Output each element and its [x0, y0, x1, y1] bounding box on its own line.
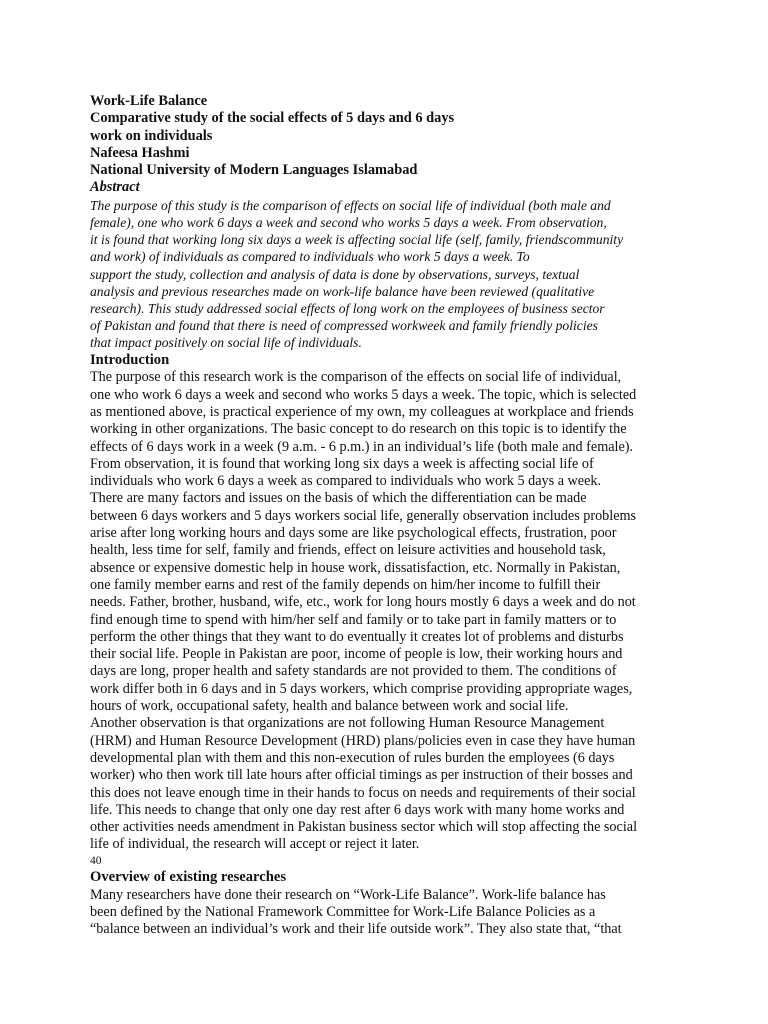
abstract-line: The purpose of this study is the comparison of effects on social life of individual (both male and: [90, 197, 611, 213]
introduction-line: effects of 6 days work in a week (9 a.m. - 6 p.m.) in an individual’s life (both male and female).: [90, 438, 634, 455]
introduction-line: this does not leave enough time in their hands to focus on needs and requirements of their social: [90, 784, 636, 801]
overview-line: Many researchers have done their research on “Work-Life Balance”. Work-life balance has: [90, 886, 606, 903]
introduction-line: days are long, proper health and safety standards are not provided to them. The conditions of: [90, 663, 617, 680]
introduction-line: other activities needs amendment in Pakistan business sector which will stop affecting the social: [90, 819, 638, 836]
introduction-line: one family member earns and rest of the family depends on him/her income to fulfill their: [90, 576, 601, 593]
abstract-line: that impact positively on social life of individuals.: [90, 335, 362, 351]
introduction-line: one who work 6 days a week and second who works 5 days a week. The topic, which is selected: [90, 386, 637, 403]
introduction-line: Another observation is that organizations are not following Human Resource Management: [90, 715, 605, 732]
page-number: 40: [90, 854, 102, 867]
abstract-line: analysis and previous researches made on work-life balance have been reviewed (qualitative: [90, 283, 595, 299]
introduction-line: needs. Father, brother, husband, wife, etc., work for long hours mostly 6 days a week and do not: [90, 594, 636, 611]
introduction-line: hours of work, occupational safety, health and balance between work and social life.: [90, 698, 569, 715]
introduction-body: [90, 369, 650, 853]
introduction-line: There are many factors and issues on the basis of which the differentiation can be made: [90, 490, 587, 507]
introduction-heading: Introduction: [90, 351, 170, 368]
introduction-line: find enough time to spend with him/her self and family or to take part in family matters or to: [90, 611, 617, 628]
introduction-line: perform the other things that they want to do eventually it creates lot of problems and disturbs: [90, 628, 624, 645]
introduction-line: arise after long working hours and days some are like psychological effects, frustration, poor: [90, 525, 617, 542]
overview-heading: Overview of existing researches: [90, 868, 287, 885]
introduction-line: work differ both in 6 days and in 5 days workers, which comprise providing appropriate wages,: [90, 680, 633, 697]
overview-line: “balance between an individual’s work and their life outside work”. They also state that, “that: [90, 921, 622, 938]
author-affiliation: National University of Modern Languages Islamabad: [90, 162, 418, 179]
introduction-line: as mentioned above, is practical experience of my own, my colleagues at workplace and friends: [90, 404, 634, 420]
overview-body: [90, 887, 650, 939]
introduction-line: individuals who work 6 days a week as compared to individuals who work 5 days a week.: [90, 473, 602, 490]
introduction-line: developmental plan with them and this non-execution of rules burden the employees (6 days: [90, 749, 615, 766]
introduction-line: worker) who then work till late hours after official timings as per instruction of their bosses and: [90, 767, 633, 784]
abstract-line: of Pakistan and found that there is need of compressed workweek and family friendly policies: [90, 318, 598, 334]
paper-title: Work-Life Balance: [90, 93, 208, 109]
abstract-body: [90, 197, 650, 352]
abstract-line: support the study, collection and analysis of data is done by observations, surveys, textual: [90, 266, 580, 282]
introduction-line: working in other organizations. The basic concept to do research on this topic is to identify the: [90, 421, 627, 438]
overview-line: been defined by the National Framework Committee for Work-Life Balance Policies as a: [90, 903, 596, 920]
paper-subtitle-line-2: work on individuals: [90, 127, 213, 144]
abstract-line: it is found that working long six days a week is affecting social life (self, family, friendscommunity: [90, 232, 624, 248]
introduction-line: From observation, it is found that working long six days a week is affecting social life of: [90, 455, 594, 472]
introduction-line: between 6 days workers and 5 days workers social life, generally observation includes problems: [90, 507, 637, 524]
author-name: Nafeesa Hashmi: [90, 144, 190, 161]
introduction-line: life of individual, the research will accept or reject it later.: [90, 836, 420, 853]
introduction-line: (HRM) and Human Resource Development (HRD) plans/policies even in case they have human: [90, 732, 636, 749]
introduction-line: life. This needs to change that only one day rest after 6 days work with many home works and: [90, 801, 625, 818]
introduction-line: The purpose of this research work is the comparison of the effects on social life of individual,: [90, 369, 622, 386]
introduction-line: health, less time for self, family and friends, effect on leisure activities and household task,: [90, 542, 606, 559]
introduction-line: absence or expensive domestic help in house work, dissatisfaction, etc. Normally in Pakistan,: [90, 559, 621, 576]
abstract-line: female), one who work 6 days a week and second who works 5 days a week. From observation,: [90, 214, 607, 230]
document-page: [90, 93, 650, 938]
paper-subtitle-line-1: Comparative study of the social effects of 5 days and 6 days: [90, 110, 455, 127]
abstract-line: research). This study addressed social effects of long work on the employees of business sector: [90, 301, 605, 316]
introduction-line: their social life. People in Pakistan are poor, income of people is low, their working hours and: [90, 646, 623, 663]
abstract-heading: Abstract: [90, 179, 140, 196]
abstract-line: and work) of individuals as compared to individuals who work 5 days a week. To: [90, 249, 530, 265]
